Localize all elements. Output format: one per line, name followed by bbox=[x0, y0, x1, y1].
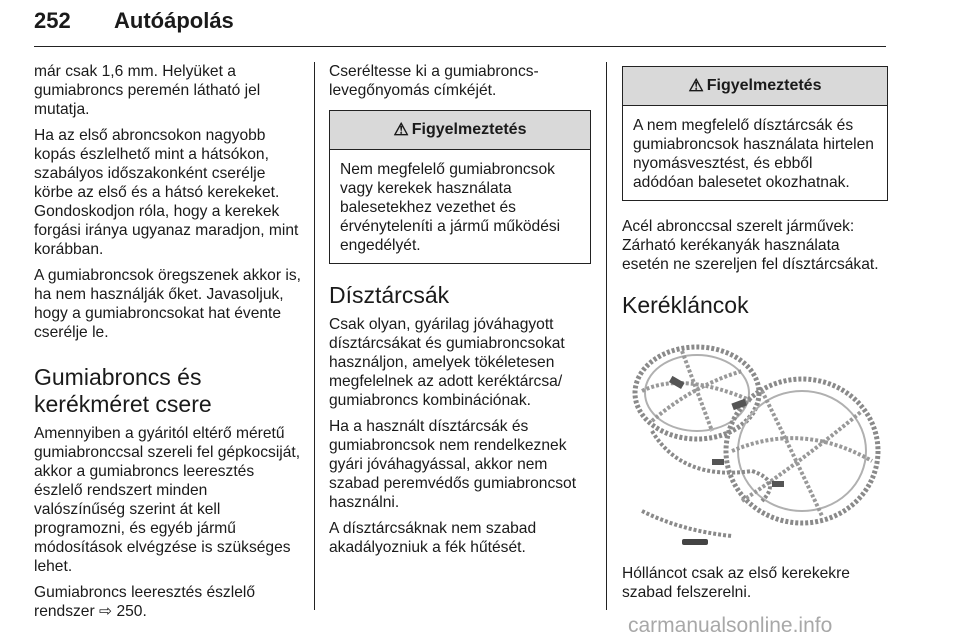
warning-body bbox=[330, 150, 590, 263]
paragraph: A dísztárcsáknak nem szabad akadályozniuk a fék hűtését. bbox=[329, 520, 537, 556]
column-3 bbox=[622, 62, 888, 609]
paragraph: Cseréltesse ki a gumiabroncs-levegőnyomás címkéjét. bbox=[329, 63, 539, 99]
paragraph: Ha a használt dísztárcsák és gumiabroncsok nem rendelkeznek gyári jóváhagyással, akkor nem szabad peremvédős gumiabroncsot használni. bbox=[329, 418, 577, 511]
reference-arrow-icon: ⇨ bbox=[99, 603, 113, 620]
warning-box bbox=[329, 110, 591, 264]
warning-header bbox=[623, 67, 887, 106]
snow-chains-illustration bbox=[622, 331, 888, 547]
warning-title: Figyelmeztetés bbox=[706, 77, 822, 94]
paragraph: Hólláncot csak az első kerekekre szabad felszerelni. bbox=[622, 565, 850, 601]
paragraph: Csak olyan, gyárilag jóváhagyott dísztárcsákat és gumiabroncsokat használjon, amelyek tökéletesen megfelelnek az adott keréktárcsa/ gumiabroncs kombinációnak. bbox=[329, 316, 565, 409]
section-heading-tyre-change: Gumiabroncs és kerékméret csere bbox=[34, 364, 212, 417]
paragraph: Acél abronccsal szerelt járművek: Zárható kerékanyák használata esetén ne szereljen fel dísztárcsákat. bbox=[622, 218, 879, 273]
section-heading-wheel-covers: Dísztárcsák bbox=[329, 282, 450, 308]
page-number: 252 bbox=[34, 8, 71, 33]
warning-text: A nem megfelelő dísztárcsák és gumiabroncsok használata hirtelen nyomásvesztést, és ebből adódóan balesetet okozhatnak. bbox=[633, 117, 874, 191]
paragraph: Amennyiben a gyáritól eltérő méretű gumiabronccsal szereli fel gépkocsiját, akkor a gumiabroncs leeresztés észlelő rendszert minden valószínűség szerint át kell programozni, és egyéb jármű módosítások elvégzése is szükséges lehet. bbox=[34, 425, 301, 575]
paragraph-text: Gumiabroncs leeresztés észlelő rendszer bbox=[34, 584, 256, 620]
page-header bbox=[34, 6, 886, 47]
warning-header bbox=[330, 111, 590, 150]
watermark: carmanualsonline.info bbox=[628, 614, 833, 637]
paragraph: A gumiabroncsok öregszenek akkor is, ha nem használják őket. Javasoljuk, hogy a gumiabroncsokat hat évente cserélje le. bbox=[34, 267, 301, 341]
column-2 bbox=[329, 62, 591, 564]
paragraph bbox=[34, 583, 302, 621]
column-divider bbox=[606, 62, 607, 610]
column-1 bbox=[34, 62, 302, 628]
column-divider bbox=[314, 62, 315, 610]
warning-triangle-icon: ⚠ bbox=[393, 120, 409, 139]
warning-body bbox=[623, 106, 887, 200]
warning-triangle-icon: ⚠ bbox=[688, 76, 704, 95]
section-heading-snow-chains: Kerékláncok bbox=[622, 292, 749, 318]
page-reference[interactable]: 250. bbox=[116, 603, 147, 620]
chapter-title: Autóápolás bbox=[114, 8, 234, 33]
paragraph: Ha az első abroncsokon nagyobb kopás észlelhető mint a hátsókon, szabályos időszakonként cserélje körbe az első és a hátsó kerekeket. Gondoskodjon róla, hogy a kerekek forgási iránya ugyanaz maradjon, mint korábban. bbox=[34, 127, 299, 258]
warning-text: Nem megfelelő gumiabroncsok vagy kerekek használata balesetekhez vezethet és érvényteleníti a jármű működési engedélyét. bbox=[340, 161, 561, 254]
paragraph: már csak 1,6 mm. Helyüket a gumiabroncs peremén látható jel mutatja. bbox=[34, 63, 261, 118]
warning-box bbox=[622, 66, 888, 201]
warning-title: Figyelmeztetés bbox=[411, 121, 527, 138]
